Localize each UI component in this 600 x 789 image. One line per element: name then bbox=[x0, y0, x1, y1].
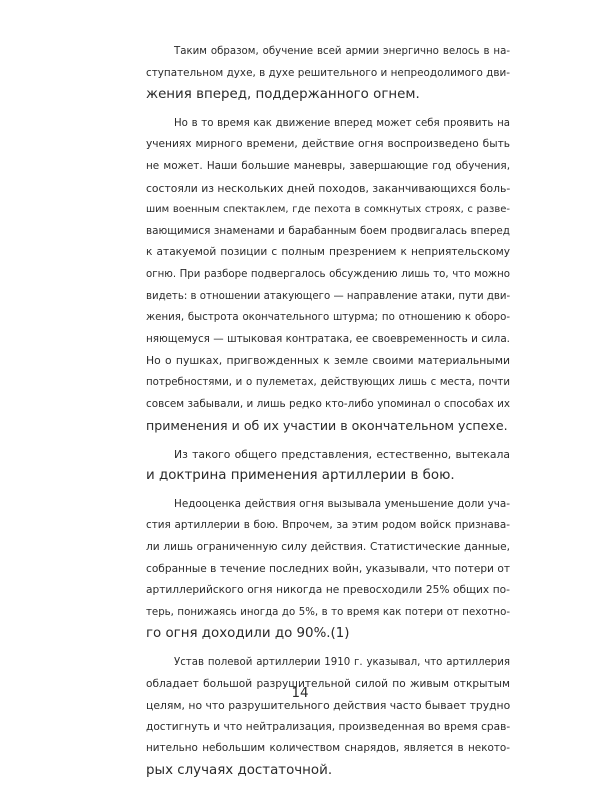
text-line: видеть: в отношении атакующего — направление атаки, пути дви- bbox=[146, 290, 510, 302]
text-line: ли лишь ограниченную силу действия. Статистические данные, bbox=[146, 541, 510, 554]
text-line: Недооценка действия огня вызывала уменьшение доли уча- bbox=[174, 497, 510, 510]
text-line: достигнуть и что нейтрализация, произведенная во время срав- bbox=[146, 720, 510, 733]
text-line: потребностями, и о пулеметах, действующих лишь с места, почти bbox=[146, 376, 510, 388]
text-line: применения и об их участии в окончательном успехе. bbox=[146, 418, 508, 434]
paragraph-1 bbox=[118, 41, 510, 106]
text-line: нительно небольшим количеством снарядов, является в некото- bbox=[146, 742, 510, 755]
text-line: собранные в течение последних войн, указывали, что потери от bbox=[146, 562, 510, 575]
paragraph-5 bbox=[118, 652, 510, 782]
paragraph-3 bbox=[118, 444, 510, 487]
text-line: жения вперед, поддержанного огнем. bbox=[146, 87, 420, 103]
text-line: Устав полевой артиллерии 1910 г. указывал, что артиллерия bbox=[174, 657, 510, 669]
text-line: терь, понижаясь иногда до 5%, в то время как потери от пехотно- bbox=[146, 606, 510, 618]
text-line: шим военным спектаклем, где пехота в сомкнутых строях, с разве- bbox=[146, 204, 510, 216]
text-line: огню. При разборе подвергалось обсуждению лишь то, что можно bbox=[146, 268, 510, 280]
text-line: Из такого общего представления, естественно, вытекала bbox=[174, 447, 510, 461]
text-line: Но в то время как движение вперед может себя проявить на bbox=[174, 117, 510, 129]
text-line: жения, быстрота окончательного штурма; по отношению к оборо- bbox=[146, 312, 510, 324]
text-line: и доктрина применения артиллерии в бою. bbox=[146, 468, 455, 484]
text-line: стия артиллерии в бою. Впрочем, за этим родом войск признава- bbox=[146, 519, 510, 532]
paragraph-4 bbox=[118, 494, 510, 645]
page-number: 14 bbox=[291, 686, 309, 701]
text-line: рых случаях достаточной. bbox=[146, 763, 333, 778]
page-text bbox=[118, 41, 510, 789]
text-line: к атакуемой позиции с полным презрением к неприятельскому bbox=[146, 246, 510, 259]
text-line: обладает большой разрушительной силой по живым открытым bbox=[146, 677, 510, 690]
text-line: не может. Наши большие маневры, завершающие год обучения, bbox=[146, 159, 510, 172]
text-line: няющемуся — штыковая контратака, ее своевременность и сила. bbox=[146, 332, 510, 345]
text-line: Таким образом, обучение всей армии энергично велось в на- bbox=[174, 46, 510, 57]
text-line: ступательном духе, в духе решительного и непреодолимого дви- bbox=[146, 66, 510, 79]
text-line: состояли из нескольких дней походов, заканчивающихся боль- bbox=[146, 181, 510, 195]
paragraph-2 bbox=[118, 113, 510, 437]
text-line: учениях мирного времени, действие огня воспроизведено быть bbox=[146, 138, 510, 151]
text-line: артиллерийского огня никогда не превосходили 25% общих по- bbox=[146, 584, 510, 597]
text-line: го огня доходили до 90%.(1) bbox=[146, 626, 350, 642]
text-line: целям, но что разрушительного действия часто бывает трудно bbox=[146, 699, 510, 713]
text-line: Но о пушках, пригвожденных к земле своими материальными bbox=[146, 354, 510, 368]
text-line: совсем забывали, и лишь редко кто-либо упоминал о способах их bbox=[146, 397, 510, 410]
text-line: вающимися знаменами и барабанным боем продвигалась вперед bbox=[146, 224, 510, 237]
